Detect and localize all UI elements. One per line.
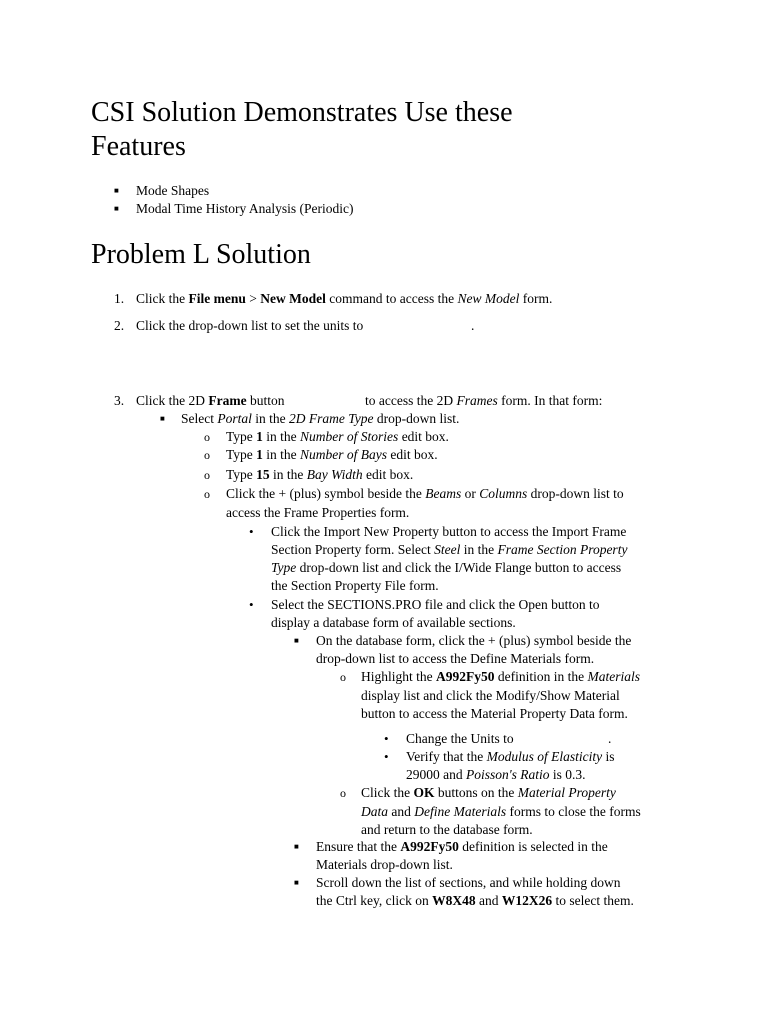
list-item-continuation: 29000 and Poisson's Ratio is 0.3. <box>406 767 586 782</box>
list-item: Select Portal in the 2D Frame Type drop-down list. <box>181 411 460 426</box>
feature-item: Mode Shapes <box>136 183 210 198</box>
square-bullet-icon: ■ <box>294 878 299 887</box>
square-bullet-icon: ■ <box>294 842 299 851</box>
list-item-continuation: the Section Property File form. <box>271 578 439 593</box>
list-item-continuation: display a database form of available sections. <box>271 615 516 630</box>
step-number: 3. <box>114 393 125 408</box>
step-3-text-a: Click the 2D Frame button <box>136 393 285 408</box>
dot-bullet-icon: • <box>384 749 389 764</box>
problem-title: Problem L Solution <box>91 239 311 270</box>
features-title-line2: Features <box>91 131 186 162</box>
list-item-continuation: Materials drop-down list. <box>316 857 453 872</box>
list-item-continuation: drop-down list to access the Define Materials form. <box>316 651 595 666</box>
list-item: Type 1 in the Number of Bays edit box. <box>226 447 438 462</box>
square-bullet-icon: ■ <box>294 636 299 645</box>
dot-bullet-icon: • <box>384 731 389 746</box>
list-item-continuation: Section Property form. Select Steel in the Frame Section Property <box>271 542 628 557</box>
circle-bullet-icon: o <box>340 786 346 800</box>
list-item: Click the + (plus) symbol beside the Beams or Columns drop-down list to <box>226 486 624 501</box>
list-item-continuation: access the Frame Properties form. <box>226 505 410 520</box>
square-bullet-icon: ■ <box>114 186 119 195</box>
list-item: Change the Units to <box>406 731 514 746</box>
list-item-continuation: the Ctrl key, click on W8X48 and W12X26 to select them. <box>316 893 634 908</box>
list-item-continuation: and return to the database form. <box>361 822 533 837</box>
dot-bullet-icon: • <box>249 597 254 612</box>
step-2-period: . <box>471 318 475 333</box>
list-item-continuation: button to access the Material Property Data form. <box>361 706 628 721</box>
list-item: Highlight the A992Fy50 definition in the Materials <box>361 669 640 684</box>
features-title-line1: CSI Solution Demonstrates Use these <box>91 97 513 128</box>
list-item: Type 1 in the Number of Stories edit box. <box>226 429 449 444</box>
step-number: 2. <box>114 318 125 333</box>
list-item: Verify that the Modulus of Elasticity is <box>406 749 615 764</box>
list-item: Scroll down the list of sections, and while holding down <box>316 875 621 890</box>
step-2-text: Click the drop-down list to set the units to <box>136 318 364 333</box>
circle-bullet-icon: o <box>204 430 210 444</box>
step-1-text: Click the File menu > New Model command to access the New Model form. <box>136 291 553 306</box>
square-bullet-icon: ■ <box>114 204 119 213</box>
step-3-text-b: to access the 2D Frames form. In that form: <box>365 393 603 408</box>
step-number: 1. <box>114 291 125 306</box>
list-item-continuation: Type drop-down list and click the I/Wide Flange button to access <box>271 560 622 575</box>
feature-item: Modal Time History Analysis (Periodic) <box>136 201 354 216</box>
list-item: On the database form, click the + (plus) symbol beside the <box>316 633 632 648</box>
list-item: Click the Import New Property button to access the Import Frame <box>271 524 627 539</box>
list-item: Select the SECTIONS.PRO file and click the Open button to <box>271 597 600 612</box>
list-item-continuation: Data and Define Materials forms to close the forms <box>361 804 641 819</box>
circle-bullet-icon: o <box>204 487 210 501</box>
list-item: Type 15 in the Bay Width edit box. <box>226 467 414 482</box>
circle-bullet-icon: o <box>204 448 210 462</box>
list-item: Click the OK buttons on the Material Property <box>361 785 616 800</box>
list-item: Ensure that the A992Fy50 definition is selected in the <box>316 839 608 854</box>
circle-bullet-icon: o <box>204 468 210 482</box>
list-item-continuation: display list and click the Modify/Show Material <box>361 688 620 703</box>
circle-bullet-icon: o <box>340 670 346 684</box>
dot-bullet-icon: • <box>249 524 254 539</box>
square-bullet-icon: ■ <box>160 414 165 423</box>
list-item-period: . <box>608 731 612 746</box>
